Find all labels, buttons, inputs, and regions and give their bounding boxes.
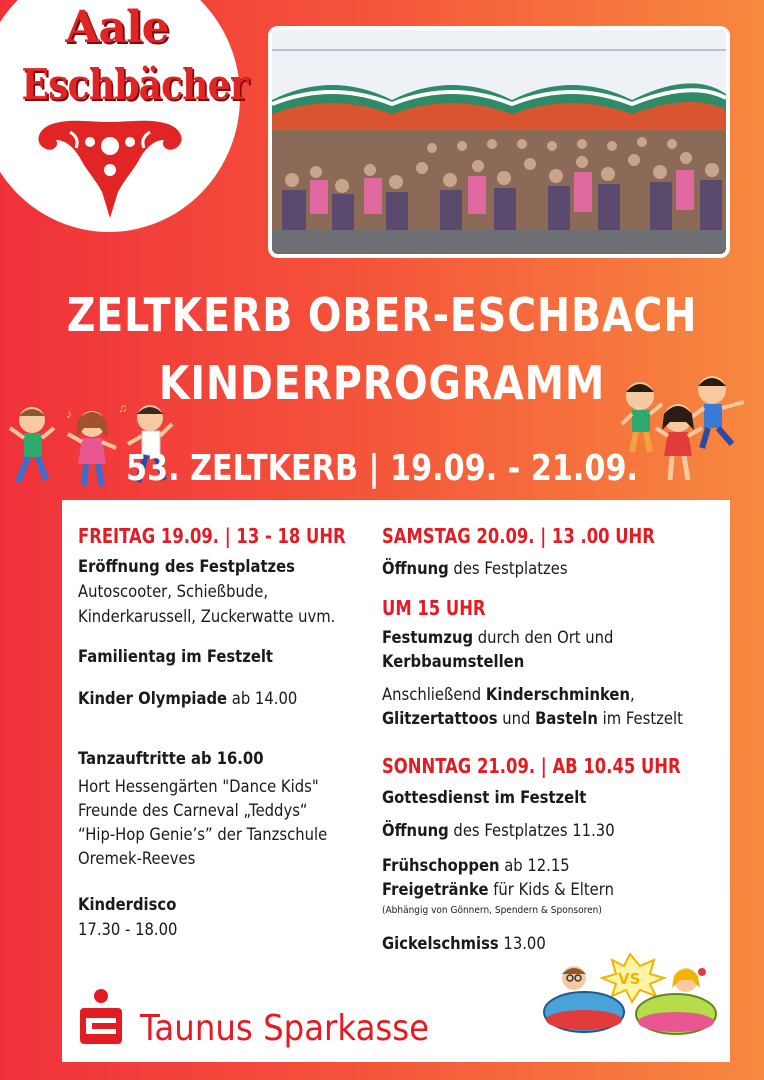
- friday-disco-time: 17.30 - 18.00: [78, 920, 178, 940]
- sunday-brunch: Frühschoppen ab 12.15: [382, 856, 570, 876]
- friday-family-day: Familientag im Festzelt: [78, 647, 274, 667]
- saturday-after-line-2: Glitzertattoos und Basteln im Festzelt: [382, 709, 683, 729]
- sunday-drinks: Freigetränke für Kids & Eltern: [382, 880, 614, 900]
- sunday-opening: Öffnung des Festplatzes 11.30: [382, 821, 615, 841]
- friday-opening: Eröffnung des Festplatzes: [78, 557, 295, 577]
- saturday-opening: Öffnung des Festplatzes: [382, 559, 568, 579]
- sparkasse-logo-icon: [78, 988, 124, 1046]
- svg-text:♫: ♫: [118, 401, 127, 415]
- title-line-2: KINDERPROGRAMM: [158, 356, 606, 410]
- sunday-heading: SONNTAG 21.09. | AB 10.45 UHR: [382, 754, 681, 778]
- friday-dance-heading: Tanzauftritte ab 16.00: [78, 749, 264, 769]
- festival-tent-photo: [268, 26, 730, 258]
- friday-disco-heading: Kinderdisco: [78, 895, 177, 915]
- title-line-1: ZELTKERB OBER-ESCHBACH: [66, 288, 698, 342]
- saturday-tree: Kerbbaumstellen: [382, 652, 525, 672]
- event-subtitle: 53. ZELTKERB | 19.09. - 21.09.: [125, 448, 638, 489]
- saturday-parade: Festumzug durch den Ort und: [382, 628, 614, 648]
- friday-heading: FREITAG 19.09. | 13 - 18 UHR: [78, 524, 346, 548]
- friday-dance-line-3: “Hip-Hop Genie’s” der Tanzschule: [78, 825, 328, 845]
- friday-rides-line-2: Kinderkarussell, Zuckerwatte uvm.: [78, 607, 336, 627]
- olympics-bold: Kinder Olympiade: [78, 689, 228, 709]
- friday-dance-line-4: Oremek-Reeves: [78, 849, 196, 869]
- logo-ornament-icon: [30, 118, 190, 222]
- saturday-after-line-1: Anschließend Kinderschminken,: [382, 685, 635, 705]
- svg-text:VS: VS: [618, 970, 641, 988]
- logo-text-aale: Aale: [65, 2, 169, 53]
- olympics-time: ab 14.00: [227, 689, 298, 709]
- saturday-sub-heading: UM 15 UHR: [382, 596, 486, 620]
- sunday-rooster: Gickelschmiss 13.00: [382, 934, 546, 954]
- logo-text-eschbaecher: Eschbächer: [21, 60, 248, 109]
- friday-dance-line-1: Hort Hessengärten "Dance Kids": [78, 777, 319, 797]
- friday-rides-line-1: Autoscooter, Schießbude,: [78, 582, 269, 602]
- bumper-cars-icon: [540, 950, 720, 1042]
- saturday-heading: SAMSTAG 20.09. | 13 .00 UHR: [382, 524, 655, 548]
- sunday-drinks-note: (Abhängig von Gönnern, Spendern & Sponsoren): [382, 905, 602, 916]
- friday-dance-line-2: Freunde des Carneval „Teddys“: [78, 801, 308, 821]
- friday-olympics: [78, 688, 330, 711]
- svg-text:♪: ♪: [66, 407, 72, 421]
- sponsor-name: Taunus Sparkasse: [140, 1008, 430, 1049]
- sunday-service: Gottesdienst im Festzelt: [382, 788, 587, 808]
